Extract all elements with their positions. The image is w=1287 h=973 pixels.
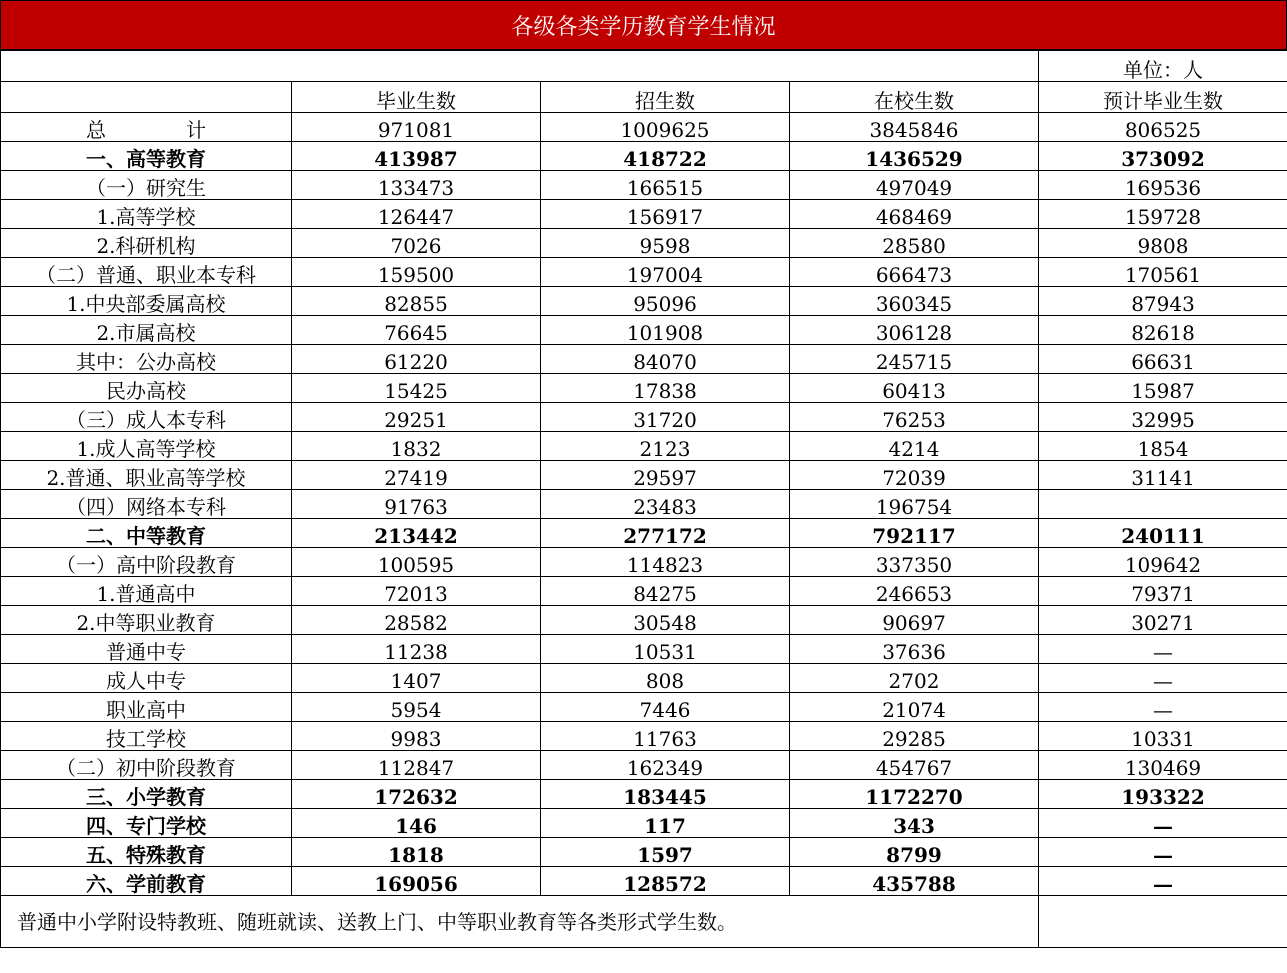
table-cell: 84070 — [541, 345, 790, 374]
table-cell: 196754 — [790, 490, 1039, 519]
footnote-empty-cell — [1039, 896, 1287, 948]
footnote-row — [1, 896, 1287, 948]
table-cell: 82618 — [1039, 316, 1287, 345]
table-cell: 95096 — [541, 287, 790, 316]
table-cell: 159500 — [292, 258, 541, 287]
table-cell: 360345 — [790, 287, 1039, 316]
table-cell: 29251 — [292, 403, 541, 432]
table-row — [1, 809, 1287, 838]
row-label: （四）网络本专科 — [1, 490, 292, 519]
table-cell: 117 — [541, 809, 790, 838]
row-label: 2.中等职业教育 — [1, 606, 292, 635]
table-cell: 5954 — [292, 693, 541, 722]
table-cell: 130469 — [1039, 751, 1287, 780]
table-cell: 82855 — [292, 287, 541, 316]
table-cell: 306128 — [790, 316, 1039, 345]
table-cell: 1854 — [1039, 432, 1287, 461]
table-cell: 1172270 — [790, 780, 1039, 809]
table-cell: 21074 — [790, 693, 1039, 722]
table-cell: 7446 — [541, 693, 790, 722]
row-label: （一）研究生 — [1, 171, 292, 200]
table-row — [1, 171, 1287, 200]
table-row — [1, 635, 1287, 664]
table-cell: 337350 — [790, 548, 1039, 577]
table-row — [1, 113, 1287, 142]
row-label: 技工学校 — [1, 722, 292, 751]
table-cell: 454767 — [790, 751, 1039, 780]
table-cell: 8799 — [790, 838, 1039, 867]
table-cell: 32995 — [1039, 403, 1287, 432]
table-cell: — — [1039, 838, 1287, 867]
table-cell: 146 — [292, 809, 541, 838]
table-row — [1, 403, 1287, 432]
column-header-enrollment: 招生数 — [541, 82, 790, 113]
table-cell: 413987 — [292, 142, 541, 171]
footnote-text: 普通中小学附设特教班、随班就读、送教上门、中等职业教育等各类形式学生数。 — [1, 896, 1039, 948]
table-cell: 343 — [790, 809, 1039, 838]
table-cell: 31141 — [1039, 461, 1287, 490]
row-label: 1.成人高等学校 — [1, 432, 292, 461]
table-cell: 159728 — [1039, 200, 1287, 229]
row-label: 三、小学教育 — [1, 780, 292, 809]
table-cell: 9808 — [1039, 229, 1287, 258]
table-cell: 15425 — [292, 374, 541, 403]
table-cell: 3845846 — [790, 113, 1039, 142]
row-label: 成人中专 — [1, 664, 292, 693]
row-label: 民办高校 — [1, 374, 292, 403]
table-cell: 17838 — [541, 374, 790, 403]
table-cell: — — [1039, 664, 1287, 693]
unit-row-spacer — [1, 51, 1039, 82]
table-row — [1, 374, 1287, 403]
row-label: 四、专门学校 — [1, 809, 292, 838]
table-row — [1, 867, 1287, 896]
table-cell: 100595 — [292, 548, 541, 577]
table-cell: 28582 — [292, 606, 541, 635]
table-row — [1, 519, 1287, 548]
table-cell: 169536 — [1039, 171, 1287, 200]
header-row — [1, 82, 1287, 113]
table-row — [1, 432, 1287, 461]
row-label: 五、特殊教育 — [1, 838, 292, 867]
table-row — [1, 838, 1287, 867]
table-cell: 172632 — [292, 780, 541, 809]
table-row — [1, 548, 1287, 577]
table-cell: 72013 — [292, 577, 541, 606]
table-row — [1, 693, 1287, 722]
table-cell: 91763 — [292, 490, 541, 519]
table-title: 各级各类学历教育学生情况 — [0, 0, 1287, 50]
row-label: 2.普通、职业高等学校 — [1, 461, 292, 490]
table-cell: 240111 — [1039, 519, 1287, 548]
table-row — [1, 490, 1287, 519]
table-cell: — — [1039, 867, 1287, 896]
table-row — [1, 287, 1287, 316]
table-cell: 29597 — [541, 461, 790, 490]
table-cell: — — [1039, 693, 1287, 722]
table-cell: 11238 — [292, 635, 541, 664]
row-label: 总 计 — [1, 113, 292, 142]
table-cell: 1009625 — [541, 113, 790, 142]
table-cell: 7026 — [292, 229, 541, 258]
table-cell: 10331 — [1039, 722, 1287, 751]
table-cell: 1407 — [292, 664, 541, 693]
table-row — [1, 751, 1287, 780]
table-row — [1, 780, 1287, 809]
table-cell: 10531 — [541, 635, 790, 664]
table-cell — [1039, 490, 1287, 519]
table-row — [1, 258, 1287, 287]
row-label: （一）高中阶段教育 — [1, 548, 292, 577]
table-cell: 245715 — [790, 345, 1039, 374]
table-cell: 87943 — [1039, 287, 1287, 316]
row-label: 其中：公办高校 — [1, 345, 292, 374]
table-row — [1, 345, 1287, 374]
table-cell: 1818 — [292, 838, 541, 867]
row-label: 1.普通高中 — [1, 577, 292, 606]
table-cell: 72039 — [790, 461, 1039, 490]
table-row — [1, 664, 1287, 693]
table-cell: 29285 — [790, 722, 1039, 751]
row-label: 普通中专 — [1, 635, 292, 664]
table-cell: 792117 — [790, 519, 1039, 548]
table-cell: 1597 — [541, 838, 790, 867]
table-cell: 435788 — [790, 867, 1039, 896]
table-cell: 109642 — [1039, 548, 1287, 577]
table-cell: 806525 — [1039, 113, 1287, 142]
table-cell: 27419 — [292, 461, 541, 490]
row-label: 职业高中 — [1, 693, 292, 722]
table-cell: 468469 — [790, 200, 1039, 229]
table-row — [1, 200, 1287, 229]
table-cell: 101908 — [541, 316, 790, 345]
table-cell: 79371 — [1039, 577, 1287, 606]
table-cell: 156917 — [541, 200, 790, 229]
table-cell: 133473 — [292, 171, 541, 200]
table-cell: 418722 — [541, 142, 790, 171]
row-label: 2.市属高校 — [1, 316, 292, 345]
table-row — [1, 606, 1287, 635]
table-cell: 66631 — [1039, 345, 1287, 374]
column-header-graduates: 毕业生数 — [292, 82, 541, 113]
row-label: （二）普通、职业本专科 — [1, 258, 292, 287]
table-row — [1, 461, 1287, 490]
row-label: （二）初中阶段教育 — [1, 751, 292, 780]
table-cell: 15987 — [1039, 374, 1287, 403]
table-cell: 9598 — [541, 229, 790, 258]
table-cell: 23483 — [541, 490, 790, 519]
table-cell: 1832 — [292, 432, 541, 461]
table-cell: 37636 — [790, 635, 1039, 664]
table-cell: — — [1039, 809, 1287, 838]
table-cell: 76253 — [790, 403, 1039, 432]
table-cell: 2702 — [790, 664, 1039, 693]
table-cell: 9983 — [292, 722, 541, 751]
table-cell: 61220 — [292, 345, 541, 374]
column-header-category — [1, 82, 292, 113]
table-cell: 183445 — [541, 780, 790, 809]
table-cell: — — [1039, 635, 1287, 664]
table-cell: 128572 — [541, 867, 790, 896]
table-cell: 114823 — [541, 548, 790, 577]
table-cell: 76645 — [292, 316, 541, 345]
table-cell: 246653 — [790, 577, 1039, 606]
table-cell: 30548 — [541, 606, 790, 635]
table-cell: 808 — [541, 664, 790, 693]
table-cell: 166515 — [541, 171, 790, 200]
table-row — [1, 142, 1287, 171]
table-cell: 277172 — [541, 519, 790, 548]
table-row — [1, 577, 1287, 606]
table-row — [1, 229, 1287, 258]
table-cell: 2123 — [541, 432, 790, 461]
row-label: （三）成人本专科 — [1, 403, 292, 432]
table-cell: 84275 — [541, 577, 790, 606]
table-cell: 112847 — [292, 751, 541, 780]
table-cell: 497049 — [790, 171, 1039, 200]
table-row — [1, 722, 1287, 751]
education-statistics-table — [0, 50, 1287, 948]
table-cell: 1436529 — [790, 142, 1039, 171]
table-cell: 373092 — [1039, 142, 1287, 171]
table-cell: 90697 — [790, 606, 1039, 635]
row-label: 一、高等教育 — [1, 142, 292, 171]
table-cell: 60413 — [790, 374, 1039, 403]
table-cell: 11763 — [541, 722, 790, 751]
table-row — [1, 316, 1287, 345]
table-cell: 28580 — [790, 229, 1039, 258]
table-cell: 193322 — [1039, 780, 1287, 809]
table-cell: 666473 — [790, 258, 1039, 287]
table-cell: 169056 — [292, 867, 541, 896]
row-label: 2.科研机构 — [1, 229, 292, 258]
table-cell: 213442 — [292, 519, 541, 548]
table-cell: 31720 — [541, 403, 790, 432]
table-cell: 197004 — [541, 258, 790, 287]
column-header-students: 在校生数 — [790, 82, 1039, 113]
table-cell: 30271 — [1039, 606, 1287, 635]
unit-label: 单位：人 — [1039, 51, 1287, 82]
row-label: 1.中央部委属高校 — [1, 287, 292, 316]
table-cell: 162349 — [541, 751, 790, 780]
row-label: 六、学前教育 — [1, 867, 292, 896]
table-cell: 971081 — [292, 113, 541, 142]
column-header-expected-graduates: 预计毕业生数 — [1039, 82, 1287, 113]
table-cell: 126447 — [292, 200, 541, 229]
table-cell: 4214 — [790, 432, 1039, 461]
row-label: 二、中等教育 — [1, 519, 292, 548]
row-label: 1.高等学校 — [1, 200, 292, 229]
table-cell: 170561 — [1039, 258, 1287, 287]
unit-row — [1, 51, 1287, 82]
